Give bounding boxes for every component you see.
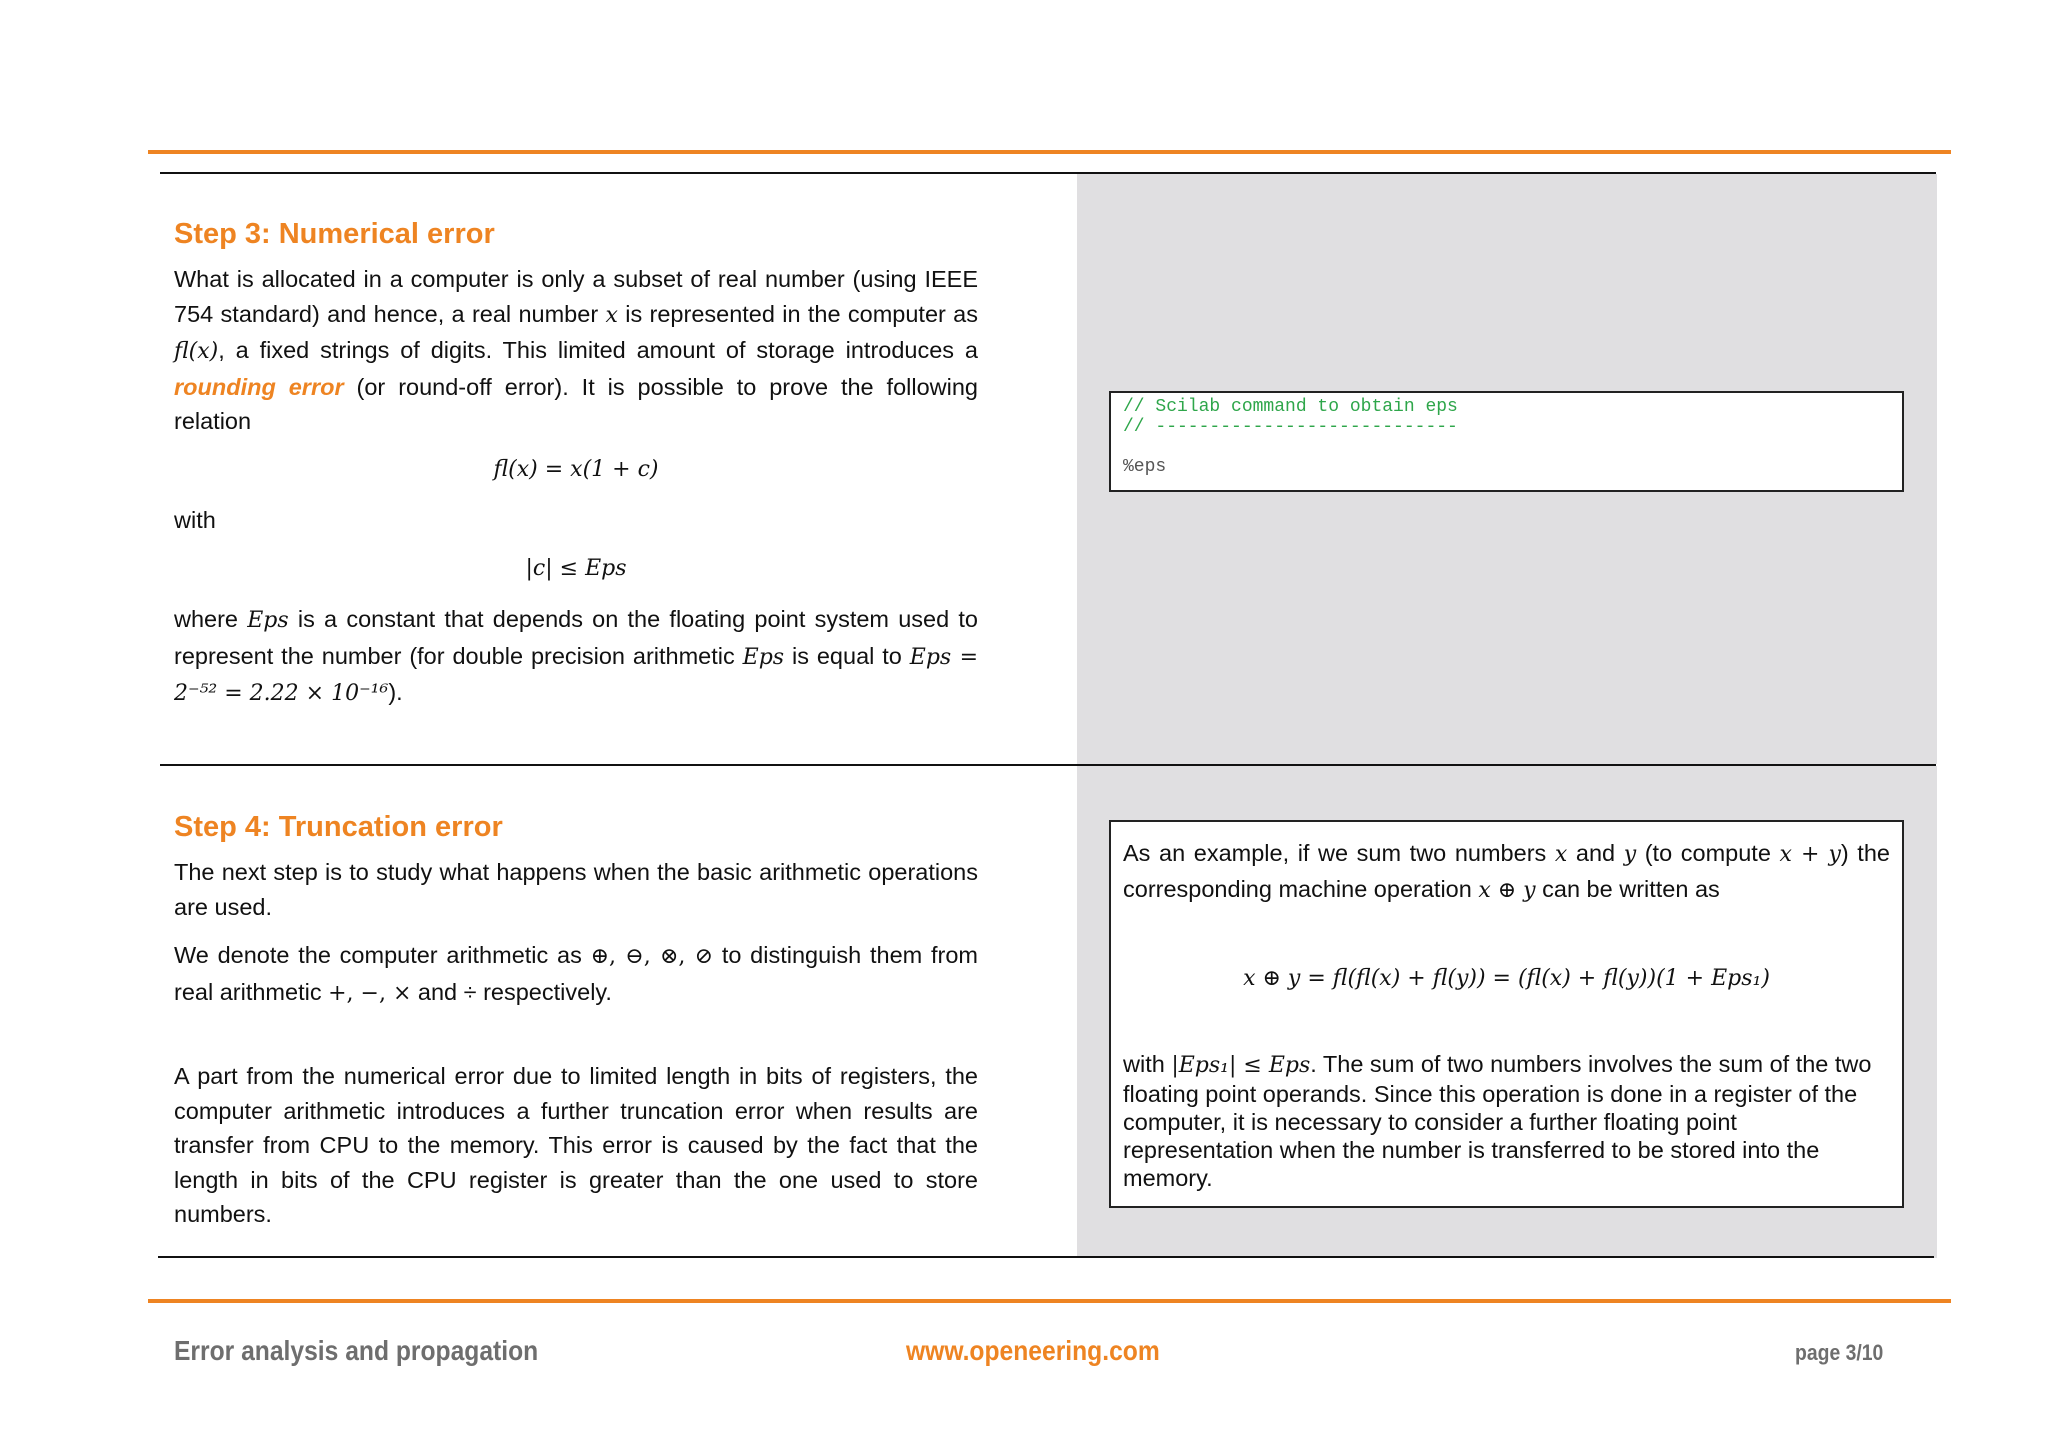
step4-paragraph-1: The next step is to study what happens when the basic arithmetic operations are used. [174, 859, 978, 920]
scilab-code-box [1109, 391, 1904, 492]
step4-section [174, 809, 978, 1246]
code-block [1111, 393, 1902, 481]
eps-value: Eps = 2⁻⁵² = 2.22 × 10⁻¹⁶ [174, 644, 978, 706]
real-operators: +, −, × [328, 980, 412, 1006]
step4-paragraph-2: We denote the computer arithmetic as ⊕, ⊖, ⊗, ⊘ to distinguish them from real arithmetic +, −, × and ÷ respectively. [174, 942, 979, 1006]
equation-machine-sum: x ⊕ y = fl(fl(x) + fl(y)) = (fl(x) + fl(y))(1 + Eps₁) [1243, 966, 1770, 991]
step3-paragraph-1: What is allocated in a computer is only a subset of real number (using IEEE 754 standard) and hence, a real number x is represented in the computer as fl(x), a fixed strings of digits. This limited amount of storage introduces a rounding error (or round-off error). It is possible to prove the following relation [174, 266, 979, 434]
step3-heading: Step 3: Numerical error [174, 218, 495, 250]
example-content [1111, 822, 1902, 1206]
step3-with-label: with [174, 507, 216, 533]
code-comment-separator: // ---------------------------- [1123, 417, 1458, 437]
rounding-error-term: rounding error [174, 373, 344, 400]
example-box [1109, 820, 1904, 1208]
step4-heading: Step 4: Truncation error [174, 811, 503, 843]
computer-operators: ⊕, ⊖, ⊗, ⊘ [590, 944, 714, 969]
equation-fl-x: fl(x) = x(1 + c) [493, 456, 659, 482]
example-paragraph-1: As an example, if we sum two numbers x and y (to compute x + y) the corresponding machine operation x ⊕ y can be written as [1123, 840, 1890, 903]
code-comment-line: // Scilab command to obtain eps [1123, 397, 1458, 417]
equation-c-bound: |c| ≤ Eps [525, 555, 627, 581]
section-divider-middle [160, 764, 1936, 766]
footer-page-number: page 3/10 [1794, 1340, 1883, 1365]
step4-paragraph-3: A part from the numerical error due to limited length in bits of registers, the computer arithmetic introduces a further truncation error when results are transfer from CPU to the memory. This error is caused by the fact that the length in bits of the CPU register is greater than the one used to store numbers. [174, 1063, 978, 1227]
code-command: %eps [1123, 457, 1167, 477]
section-divider-bottom [158, 1256, 1934, 1258]
header-orange-rule [148, 150, 1951, 154]
step3-paragraph-2: where Eps is a constant that depends on the floating point system used to represent the number (for double precision arithmetic Eps is equal to Eps = 2⁻⁵² = 2.22 × 10⁻¹⁶). [174, 606, 978, 706]
footer-orange-rule [148, 1299, 1951, 1303]
footer-document-title: Error analysis and propagation [174, 1335, 539, 1366]
step3-section [174, 216, 978, 726]
footer-website-link[interactable]: www.openeering.com [906, 1335, 1160, 1366]
example-paragraph-2: with |Eps₁| ≤ Eps. The sum of two numbers involves the sum of the two floating point operands. Since this operation is done in a register of the computer, it is necessary to consider a further floating point representation when the number is transferred to be stored into the memory. [1123, 1051, 1872, 1191]
